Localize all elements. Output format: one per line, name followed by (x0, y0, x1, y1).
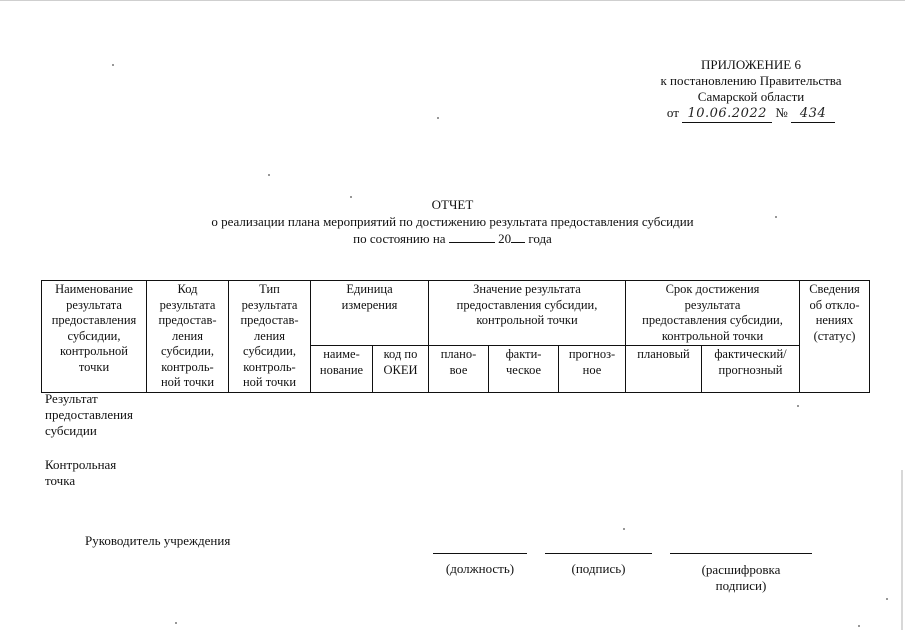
appendix-line-2: Самарской области (697, 89, 805, 104)
header-deviation-line: нениях (815, 313, 854, 327)
report-table (41, 280, 870, 393)
header-term-line: контрольной точки (661, 328, 764, 343)
header-term-fact-line: прогнозный (718, 362, 783, 377)
report-subtitle: о реализации плана мероприятий по достижению результата предоставления субсидии (211, 214, 694, 229)
row-label-result-line: Результат (45, 391, 98, 406)
header-unit-name-line: нование (319, 362, 364, 377)
header-term (626, 281, 800, 346)
position-line (433, 553, 527, 554)
header-code-line: результата (159, 297, 216, 312)
appendix-header (640, 57, 862, 123)
header-type-line: ной точки (242, 375, 297, 389)
header-value-fact-line: ческое (505, 362, 542, 377)
scan-top-edge (0, 0, 905, 1)
report-as-of (0, 230, 905, 247)
appendix-line-1: к постановлению Правительства (660, 73, 842, 88)
decode-caption-line: подписи) (715, 578, 767, 593)
appendix-title: ПРИЛОЖЕНИЕ 6 (701, 57, 801, 72)
row-label-result-line: субсидии (45, 423, 97, 438)
header-deviation-line: Сведения (809, 282, 860, 296)
date-value: 10.06.2022 (687, 106, 767, 121)
header-code-line: контроль- (161, 359, 214, 374)
number-value: 434 (799, 106, 827, 121)
row-label-result-line: предоставления (45, 407, 133, 422)
scan-right-edge (901, 470, 903, 630)
header-name-line: субсидии, (67, 328, 121, 343)
position-caption (433, 561, 527, 577)
header-term-plan (626, 346, 702, 392)
header-unit-okei-line: код по (383, 347, 418, 362)
header-code-line: предостав- (158, 313, 217, 327)
header-term-line: предоставления субсидии, (642, 313, 783, 327)
appendix-date-line (640, 105, 862, 123)
header-code-line: субсидии, (161, 344, 214, 358)
report-title-block (0, 196, 905, 247)
header-code (147, 281, 229, 393)
header-unit-name (311, 346, 373, 392)
signature-caption-text: (подпись) (571, 561, 626, 576)
row-label-checkpoint (45, 457, 116, 489)
number-field (791, 105, 835, 123)
scan-speck (350, 196, 352, 198)
header-value-plan-line: вое (449, 362, 468, 377)
header-name-line: результата (66, 297, 122, 312)
header-type-line: субсидии, (243, 344, 296, 358)
header-deviation (800, 281, 870, 393)
scan-speck (437, 117, 439, 119)
position-caption-text: (должность) (445, 561, 515, 576)
decode-line (670, 553, 812, 554)
header-unit-okei-line: ОКЕИ (383, 362, 418, 377)
scan-speck (268, 174, 270, 176)
date-field (682, 105, 772, 123)
signature-caption (545, 561, 652, 577)
header-type-line: ления (254, 328, 285, 343)
header-type-line: результата (241, 297, 298, 312)
header-name-line: контрольной (60, 344, 128, 358)
header-value-forecast (559, 346, 626, 392)
scan-speck (797, 405, 799, 407)
header-name-line: точки (78, 359, 110, 374)
header-code-line: ления (172, 328, 203, 343)
header-term-line: Срок достижения (665, 282, 760, 296)
decode-caption (670, 562, 812, 594)
scan-speck (886, 598, 888, 600)
header-type-line: контроль- (243, 359, 296, 374)
signature-head-label: Руководитель учреждения (85, 533, 231, 548)
header-code-line: Код (177, 282, 198, 296)
header-value-line: контрольной точки (476, 313, 578, 327)
header-term-plan-line: плановый (637, 347, 690, 362)
header-value-line: предоставления субсидии, (456, 297, 598, 312)
as-of-prefix: по состоянию на (353, 231, 446, 246)
scan-speck (112, 64, 114, 66)
header-name-line: Наименование (55, 282, 133, 296)
header-value-fact (489, 346, 559, 392)
header-unit-okei (373, 346, 429, 392)
header-code-line: ной точки (160, 375, 215, 389)
decode-caption-line: (расшифровка (701, 562, 781, 577)
header-deviation-line: (статус) (813, 328, 856, 343)
signature-line (545, 553, 652, 554)
scan-speck (175, 622, 177, 624)
header-term-fact-line: фактический/ (714, 347, 787, 362)
year-blank (511, 230, 525, 243)
scan-speck (623, 528, 625, 530)
header-value-forecast-line: прогноз- (568, 347, 616, 362)
header-term-line: результата (684, 297, 741, 312)
header-value-fact-line: факти- (505, 347, 542, 362)
scan-speck (775, 216, 777, 218)
row-label-result (45, 391, 133, 439)
header-name-line: предоставления (51, 313, 137, 327)
header-value-line: Значение результата (473, 282, 581, 296)
header-value (429, 281, 626, 346)
as-of-date-blank (449, 230, 495, 243)
header-type (229, 281, 311, 393)
date-prefix: от (666, 105, 679, 120)
header-value-forecast-line: ное (582, 362, 602, 377)
number-prefix: № (775, 105, 788, 120)
header-unit-name-line: наиме- (323, 347, 360, 362)
header-unit-line: Единица (346, 282, 393, 296)
report-title: ОТЧЕТ (431, 197, 474, 212)
row-label-checkpoint-line: Контрольная (45, 457, 117, 472)
year-suffix: года (528, 231, 552, 246)
year-prefix: 20 (498, 231, 512, 246)
header-unit (311, 281, 429, 346)
header-unit-line: измерения (341, 297, 398, 312)
header-name (42, 281, 147, 393)
header-type-line: предостав- (240, 313, 299, 327)
header-value-plan (429, 346, 489, 392)
scan-speck (858, 625, 860, 627)
header-term-fact (702, 346, 800, 392)
row-label-checkpoint-line: точка (45, 473, 76, 488)
header-deviation-line: об откло- (809, 297, 860, 312)
header-value-plan-line: плано- (440, 347, 477, 362)
header-type-line: Тип (259, 282, 280, 296)
